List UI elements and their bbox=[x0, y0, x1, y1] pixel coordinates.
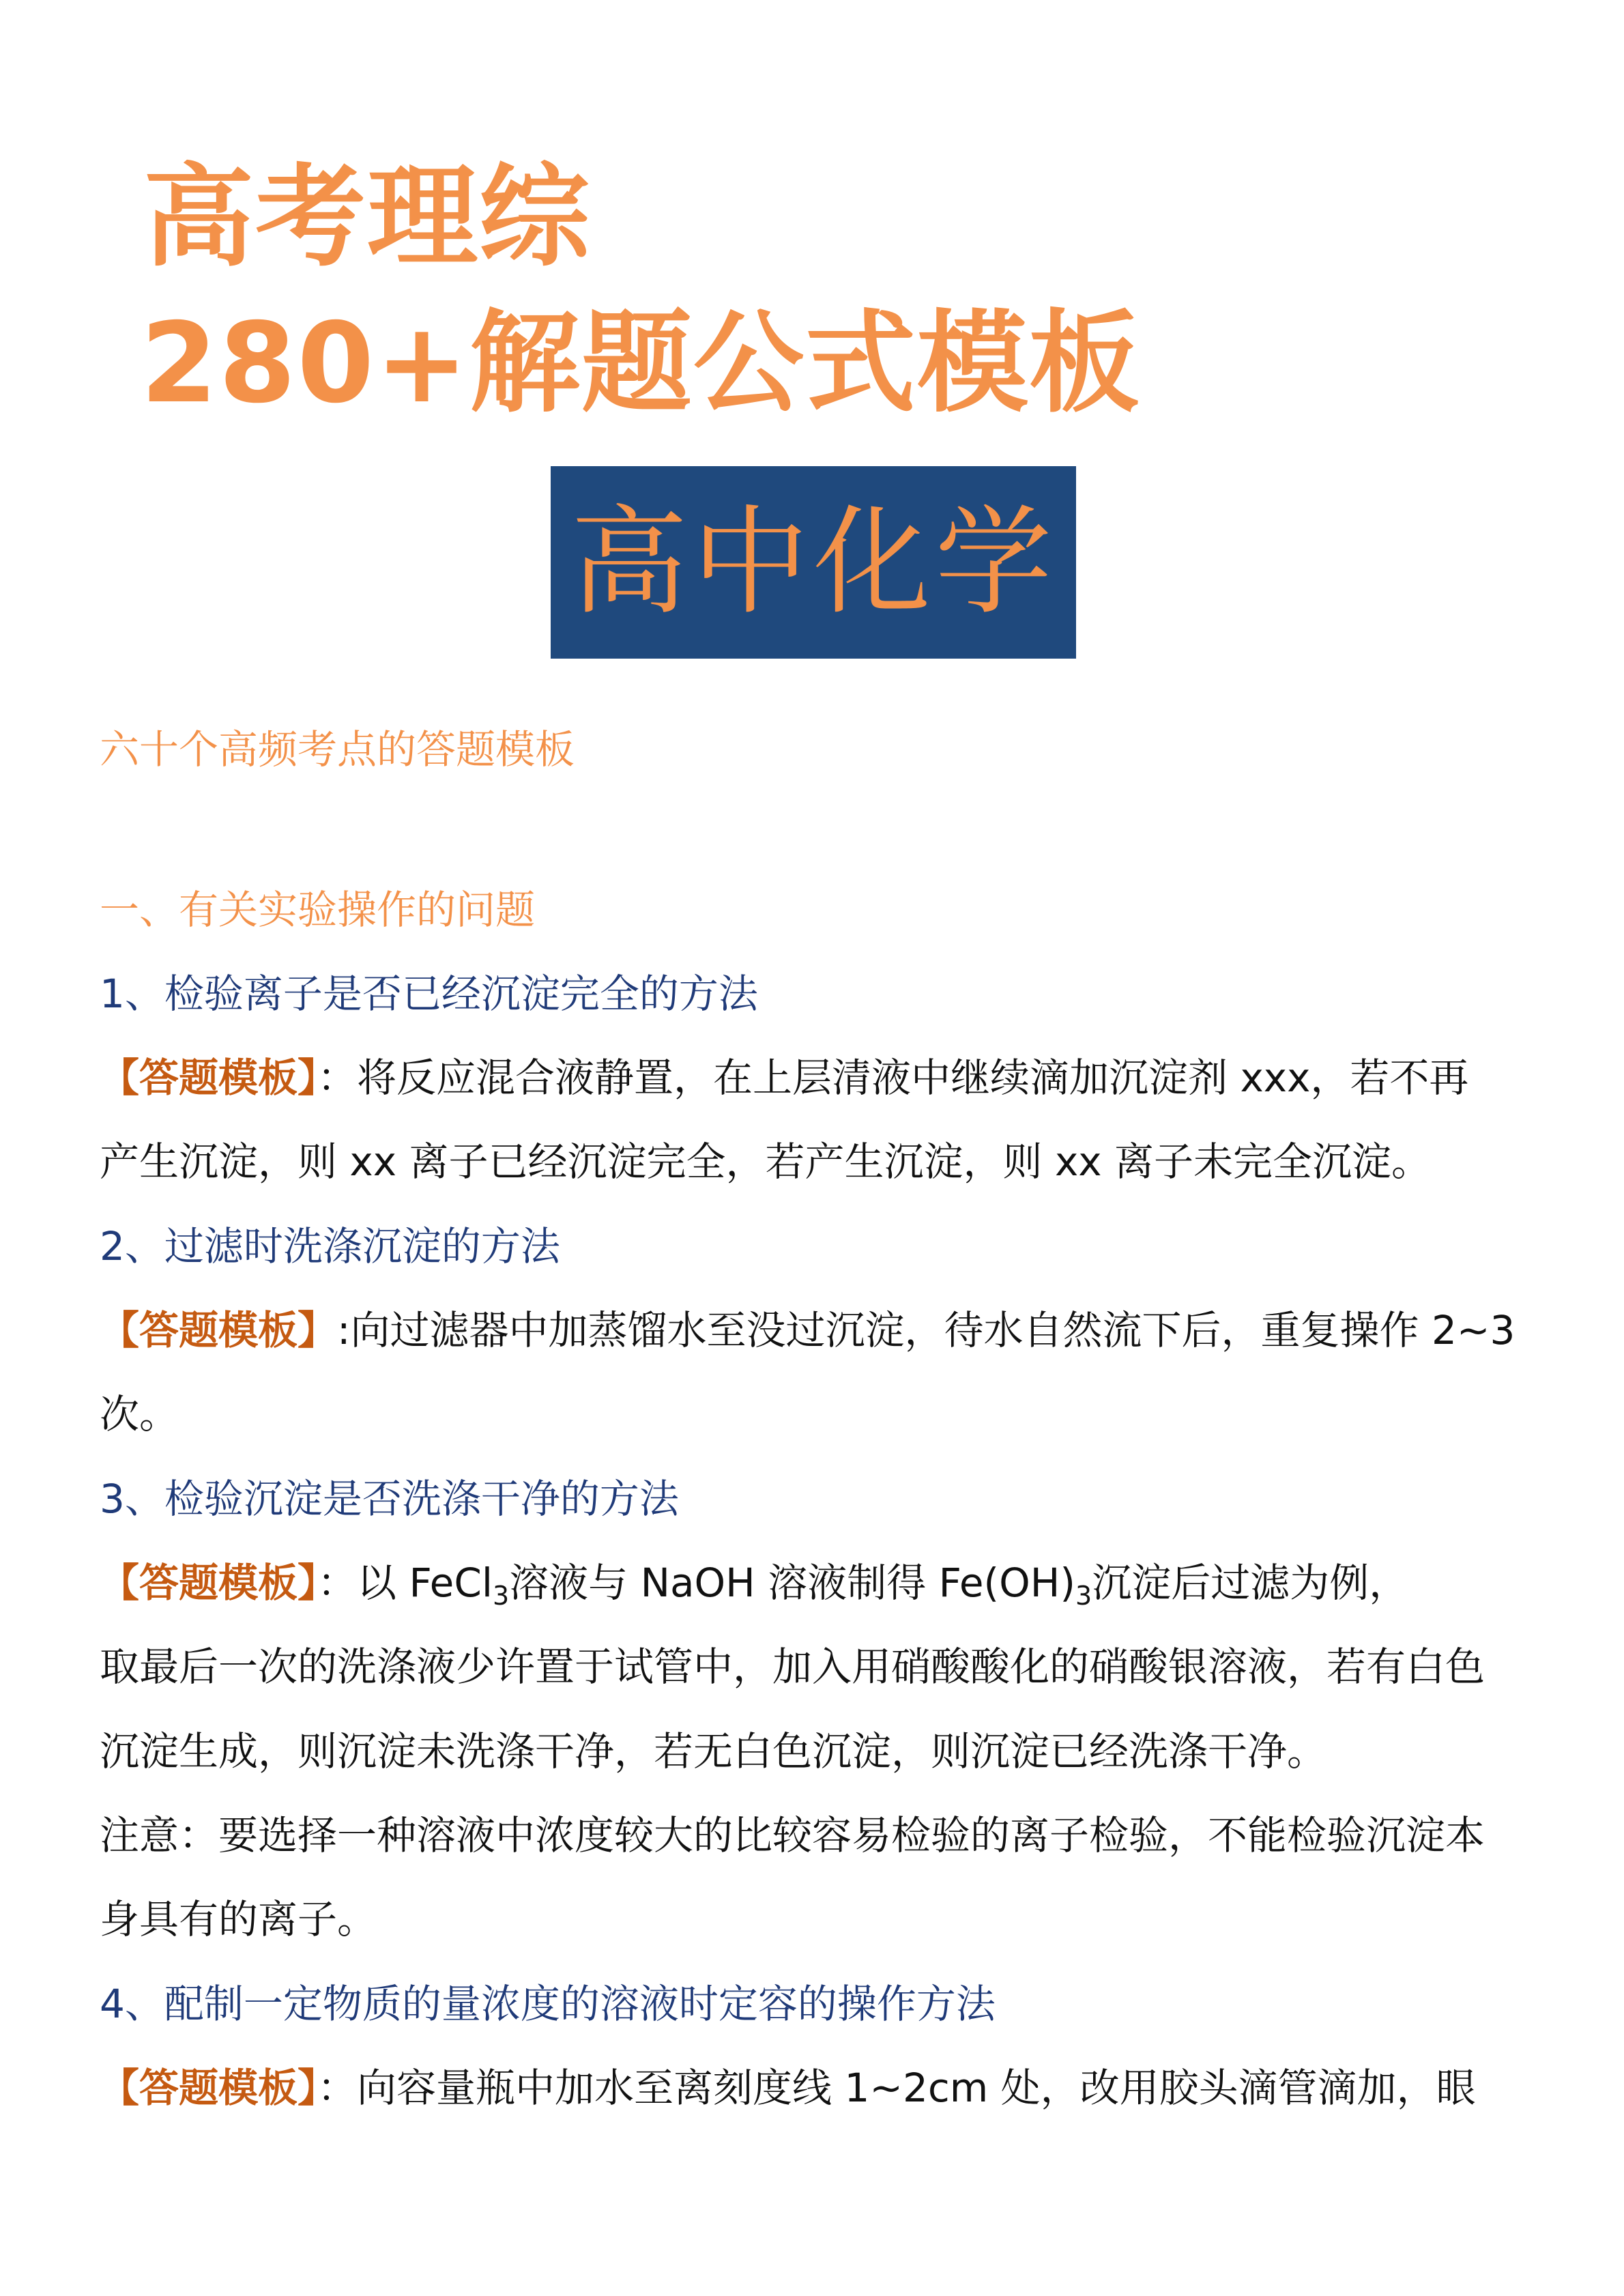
answer-text: ：向容量瓶中加水至离刻度线 1~2cm 处，改用胶头滴管滴加，眼 bbox=[317, 2065, 1476, 2111]
answer-template-tag: 【答题模板】 bbox=[100, 1054, 318, 1101]
subject-banner bbox=[551, 466, 1076, 659]
section-heading: 一、有关实验操作的问题 bbox=[100, 887, 536, 933]
item-note-3-line2: 身具有的离子。 bbox=[100, 1896, 377, 1942]
answer-text: 沉淀后过滤为例， bbox=[1092, 1560, 1409, 1606]
intro-heading: 六十个高频考点的答题模板 bbox=[100, 726, 575, 773]
item-title-4: 4、配制一定物质的量浓度的溶液时定容的操作方法 bbox=[100, 1981, 996, 2027]
item-answer-2-line1 bbox=[100, 1306, 1515, 1355]
answer-template-tag: 【答题模板】 bbox=[100, 2065, 318, 2111]
answer-template-tag: 【答题模板】 bbox=[100, 1560, 318, 1606]
item-answer-3-line2: 取最后一次的洗涤液少许置于试管中，加入用硝酸酸化的硝酸银溶液，若有白色 bbox=[100, 1644, 1485, 1690]
item-answer-1-line1 bbox=[100, 1053, 1468, 1103]
subscript: 3 bbox=[1075, 1581, 1092, 1611]
item-answer-2-line2: 次。 bbox=[100, 1391, 179, 1437]
answer-template-tag: 【答题模板】 bbox=[100, 1307, 338, 1353]
subscript: 3 bbox=[492, 1581, 510, 1611]
item-title-2: 2、过滤时洗涤沉淀的方法 bbox=[100, 1223, 560, 1269]
item-answer-4-line1 bbox=[100, 2063, 1476, 2113]
answer-text: :向过滤器中加蒸馏水至没过沉淀，待水自然流下后，重复操作 2~3 bbox=[337, 1307, 1516, 1353]
item-answer-3-line1 bbox=[100, 1558, 1408, 1613]
answer-text: ：将反应混合液静置，在上层清液中继续滴加沉淀剂 xxx，若不再 bbox=[317, 1054, 1469, 1101]
item-note-3-line1: 注意：要选择一种溶液中浓度较大的比较容易检验的离子检验，不能检验沉淀本 bbox=[100, 1812, 1485, 1859]
cover-title-line2: 280+解题公式模板 bbox=[141, 300, 1141, 428]
item-title-3: 3、检验沉淀是否洗涤干净的方法 bbox=[100, 1476, 679, 1522]
item-answer-1-line2: 产生沉淀，则 xx 离子已经沉淀完全，若产生沉淀，则 xx 离子未完全沉淀。 bbox=[100, 1138, 1432, 1185]
subject-label: 高中化学 bbox=[570, 493, 1056, 631]
item-answer-3-line3: 沉淀生成，则沉淀未洗涤干净，若无白色沉淀，则沉淀已经洗涤干净。 bbox=[100, 1728, 1327, 1775]
cover-title-line1: 高考理综 bbox=[143, 154, 591, 282]
item-title-1: 1、检验离子是否已经沉淀完全的方法 bbox=[100, 971, 758, 1017]
answer-text: 溶液与 NaOH 溶液制得 Fe(OH) bbox=[509, 1560, 1076, 1606]
answer-text: ：以 FeCl bbox=[317, 1560, 493, 1606]
